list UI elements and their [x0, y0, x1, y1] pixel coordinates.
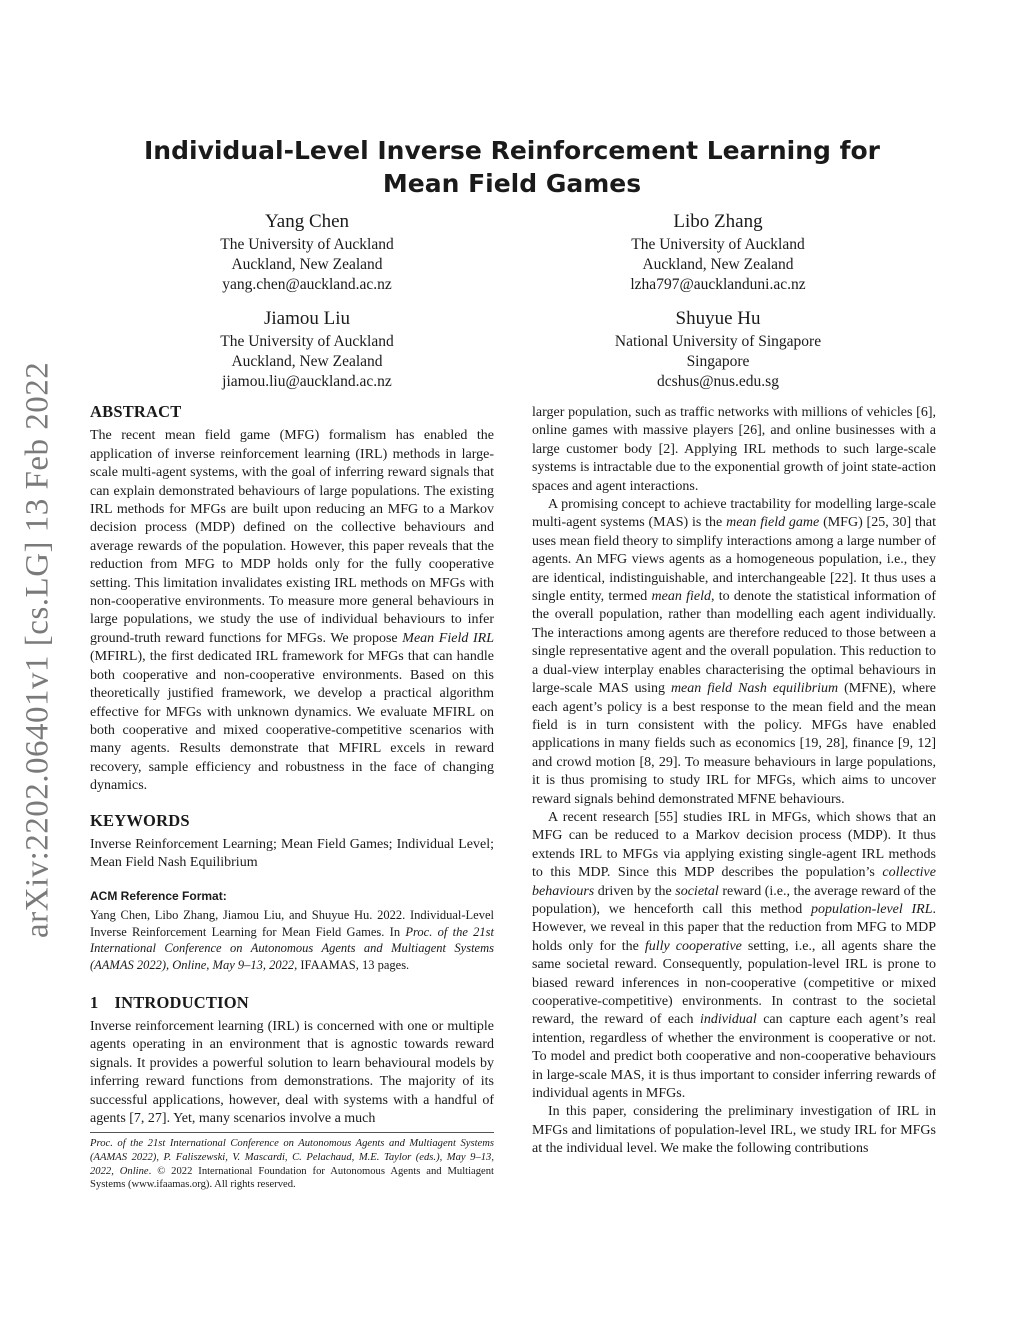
acm-ref-heading: ACM Reference Format:: [90, 888, 227, 903]
author-location: Auckland, New Zealand: [231, 256, 383, 273]
author-affiliation: The University of Auckland: [220, 333, 394, 350]
author-email: lzha797@aucklanduni.ac.nz: [630, 276, 806, 293]
keywords-text: Inverse Reinforcement Learning; Mean Field Games; Individual Level; Mean Field Nash Equilibrium: [90, 836, 494, 871]
author-block-1: [137, 209, 477, 295]
author-email: yang.chen@auckland.ac.nz: [222, 276, 392, 293]
author-location: Singapore: [686, 353, 750, 370]
acm-ref-text: Yang Chen, Libo Zhang, Jiamou Liu, and Shuyue Hu. 2022. Individual-Level Inverse Reinforcement Learning for Mean Field Games. In Proc. of the 21st International Conference on Autonomous Agents and Multiagent Systems (AAMAS 2022), Online, May 9–13, 2022, IFAAMAS, 13 pages.: [90, 908, 494, 972]
body-paragraph-3: A recent research [55] studies IRL in MFGs, which shows that an MFG can be reduced to a Markov decision process (MDP). It thus extends IRL to MFGs via applying existing single-agent IRL methods to this MDP. Since this MDP describes the population’s collective behaviours driven by the societal reward (i.e., the average reward of the population), we henceforth call this method population-level IRL. However, we reveal in this paper that the reduction from MFG to MDP holds only for the fully cooperative setting, i.e., all agents share the same societal reward. Consequently, population-level IRL is prone to biased reward inferences in non-cooperative (competitive or mixed cooperative-competitive) environments. In contrast to the societal reward, the reward of each individual can capture each agent’s real intention, regardless of whether the environment is cooperative or not. To model and predict both cooperative and non-cooperative behaviours in large-scale MAS, it is thus important to consider inferring rewards of individual agents in MFGs.: [532, 809, 936, 1102]
author-location: Auckland, New Zealand: [642, 256, 794, 273]
keywords-heading: KEYWORDS: [90, 810, 190, 830]
title-line-1: Individual-Level Inverse Reinforcement Learning for: [144, 136, 880, 165]
footnote: Proc. of the 21st International Conference on Autonomous Agents and Multiagent Systems (AAMAS 2022), P. Faliszewski, V. Mascardi, C. Pelachaud, M.E. Taylor (eds.), May 9–13, 2022, Online. © 2022 International Foundation for Autonomous Agents and Multiagent Systems (www.ifaamas.org). All rights reserved.: [90, 1132, 494, 1192]
abstract-heading: ABSTRACT: [90, 402, 182, 421]
intro-heading: 1 INTRODUCTION: [90, 992, 249, 1012]
author-block-4: [548, 306, 888, 392]
author-name: Yang Chen: [264, 211, 350, 232]
body-paragraph-1: larger population, such as traffic networks with millions of vehicles [6], online games with massive players [26], and online businesses with a large customer body [2]. Applying IRL methods to such large-scale systems is intractable due to the exponential growth of joint state-action spaces and agent interactions.: [532, 405, 936, 494]
author-affiliation: National University of Singapore: [614, 333, 822, 350]
paper-title: [140, 134, 884, 200]
arxiv-stamp: arXiv:2202.06401v1 [cs.LG] 13 Feb 2022: [19, 361, 56, 939]
author-affiliation: The University of Auckland: [631, 236, 805, 253]
title-line-2: Mean Field Games: [382, 169, 642, 198]
author-name: Shuyue Hu: [675, 308, 761, 329]
body-paragraph-4: In this paper, considering the preliminary investigation of IRL in MFGs and limitations of population-level IRL, we study IRL for MFGs at the individual level. We make the following contributions: [532, 1104, 936, 1157]
left-column: [90, 403, 494, 1128]
author-name: Libo Zhang: [673, 211, 763, 232]
author-email: jiamou.liu@auckland.ac.nz: [222, 373, 392, 390]
abstract-text: The recent mean field game (MFG) formalism has enabled the application of inverse reinforcement learning (IRL) methods in large-scale multi-agent systems, with the goal of inferring reward signals that can explain demonstrated behaviours of large populations. The existing IRL methods for MFGs are built upon reducing an MFG to a Markov decision process (MDP) defined on the collective behaviours and average rewards of the population. However, this paper reveals that the reduction from MFG to MDP holds only for the fully cooperative setting. This limitation invalidates existing IRL methods on MFGs with non-cooperative environments. To measure more general behaviours in large populations, we study the use of individual behaviours to infer ground-truth reward functions for MFGs. We propose Mean Field IRL (MFIRL), the first dedicated IRL framework for MFGs that can handle both cooperative and non-cooperative environments. Based on this theoretically justified framework, we develop a practical algorithm effective for MFGs with unknown dynamics. We evaluate MFIRL on both cooperative and mixed cooperative-competitive scenarios with many agents. Results demonstrate that MFIRL excels in reward recovery, sample efficiency and robustness in the face of changing dynamics.: [90, 428, 495, 794]
body-paragraph-2: A promising concept to achieve tractability for modelling large-scale multi-agent systems (MAS) is the mean field game (MFG) [25, 30] that uses mean field theory to simplify interactions among a large number of agents. An MFG views agents as a homogeneous population, i.e., they are identical, indistinguishable, and interchangeable [22]. It thus uses a single entity, termed mean field, to denote the statistical information of the overall population, rather than modelling each agent individually. The interactions among agents are therefore reduced to those between a single representative agent and the overall population. This reduction to a dual-view interplay enables characterising the optimal behaviours in large-scale MAS using mean field Nash equilibrium (MFNE), where each agent’s policy is a best response to the mean field and the mean field is in turn consistent with the policy. MFGs have enabled applications in many fields such as economics [19, 28], finance [9, 12] and crowd motion [8, 29]. To measure behaviours in large populations, it is thus promising to study IRL for MFGs, which aims to uncover reward signals behind demonstrated MFNE behaviours.: [532, 497, 936, 807]
author-block-2: [548, 209, 888, 295]
author-affiliation: The University of Auckland: [220, 236, 394, 253]
author-block-3: [137, 306, 477, 392]
right-column: [532, 404, 936, 1159]
author-email: dcshus@nus.edu.sg: [657, 373, 779, 390]
intro-paragraph-1: Inverse reinforcement learning (IRL) is concerned with one or multiple agents operating in an environment that is agnostic towards reward signals. It provides a powerful solution to learn behavioural models by inferring reward functions from demonstrations. The majority of its successful applications, however, deal with systems with a handful of agents [7, 27]. Yet, many scenarios involve a much: [90, 1018, 494, 1126]
author-location: Auckland, New Zealand: [231, 353, 383, 370]
author-name: Jiamou Liu: [263, 308, 351, 329]
